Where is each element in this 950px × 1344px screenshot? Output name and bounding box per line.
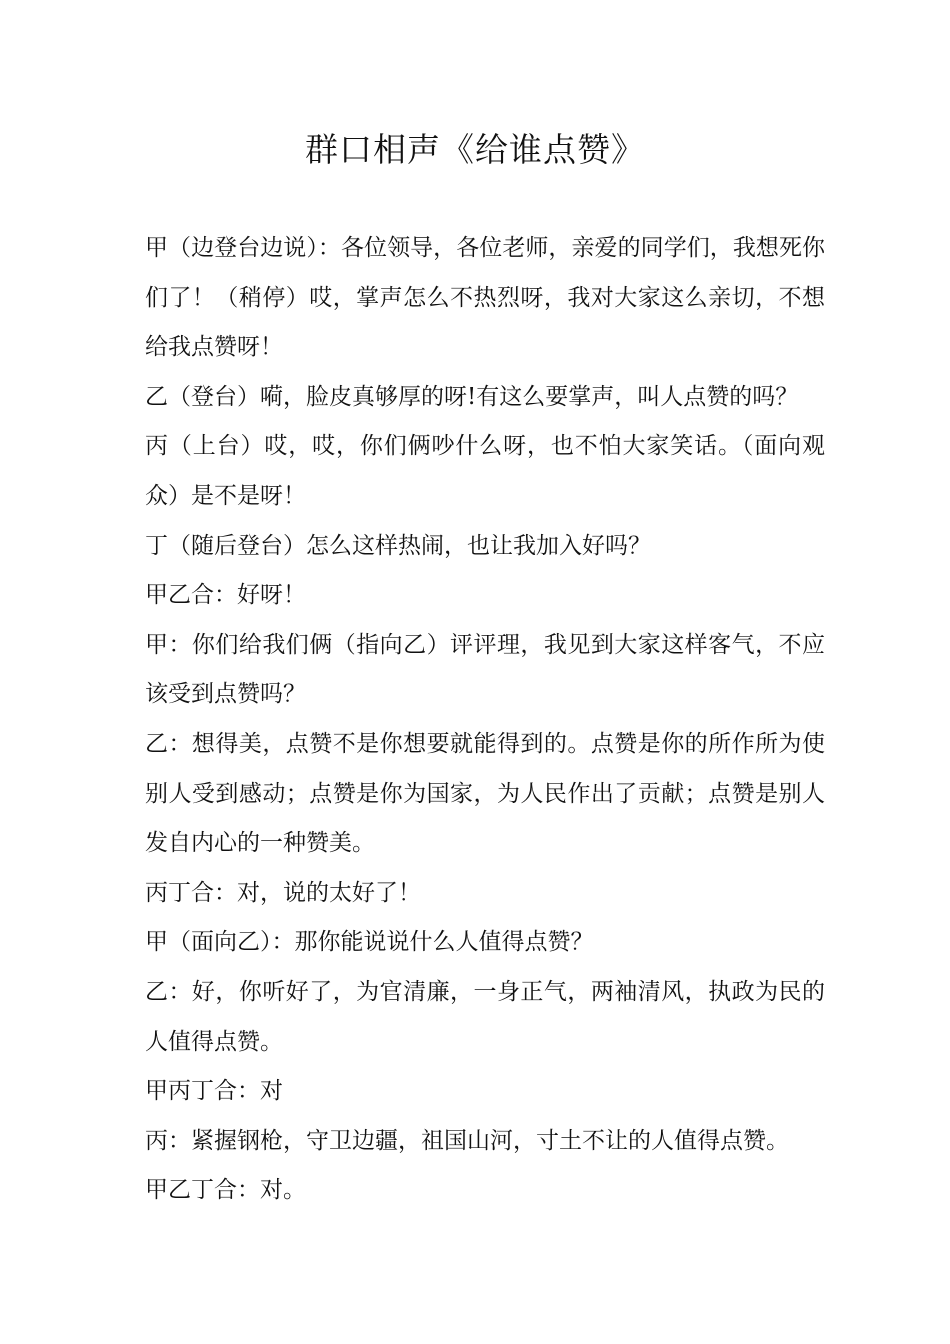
paragraph: 甲（面向乙）：那你能说说什么人值得点赞？ [145,929,594,956]
paragraph: 甲（边登台边说）：各位领导，各位老师，亲爱的同学们，我想死你们了！（稍停）哎，掌声怎么不热烈呀，我对大家这么亲切，不想给我点赞呀！ [145,235,825,361]
document-title: 群口相声《给谁点赞》 [305,130,645,169]
paragraph: 甲乙合：好呀！ [145,582,306,609]
paragraph: 乙：想得美，点赞不是你想要就能得到的。点赞是你的所作所为使别人受到感动；点赞是你为国家，为人民作出了贡献；点赞是别人发自内心的一种赞美。 [145,730,825,857]
paragraph: 丙：紧握钢枪，守卫边疆，祖国山河，寸土不让的人值得点赞。 [145,1127,789,1154]
paragraph: 丙（上台）哎，哎，你们俩吵什么呀，也不怕大家笑话。（面向观众）是不是呀！ [145,433,825,509]
paragraph: 丁（随后登台）怎么这样热闹，也让我加入好吗？ [145,532,651,559]
paragraph: 丙丁合：对，说的太好了！ [145,879,421,906]
paragraph: 乙：好，你听好了，为官清廉，一身正气，两袖清风，执政为民的人值得点赞。 [145,978,825,1055]
document-body [145,224,825,1216]
paragraph: 甲乙丁合：对。 [145,1177,306,1204]
paragraph: 乙（登台）嗬，脸皮真够厚的呀!有这么要掌声，叫人点赞的吗？ [145,383,799,410]
paragraph: 甲：你们给我们俩（指向乙）评评理，我见到大家这样客气，不应该受到点赞吗？ [145,631,825,708]
paragraph: 甲丙丁合：对 [145,1078,283,1105]
